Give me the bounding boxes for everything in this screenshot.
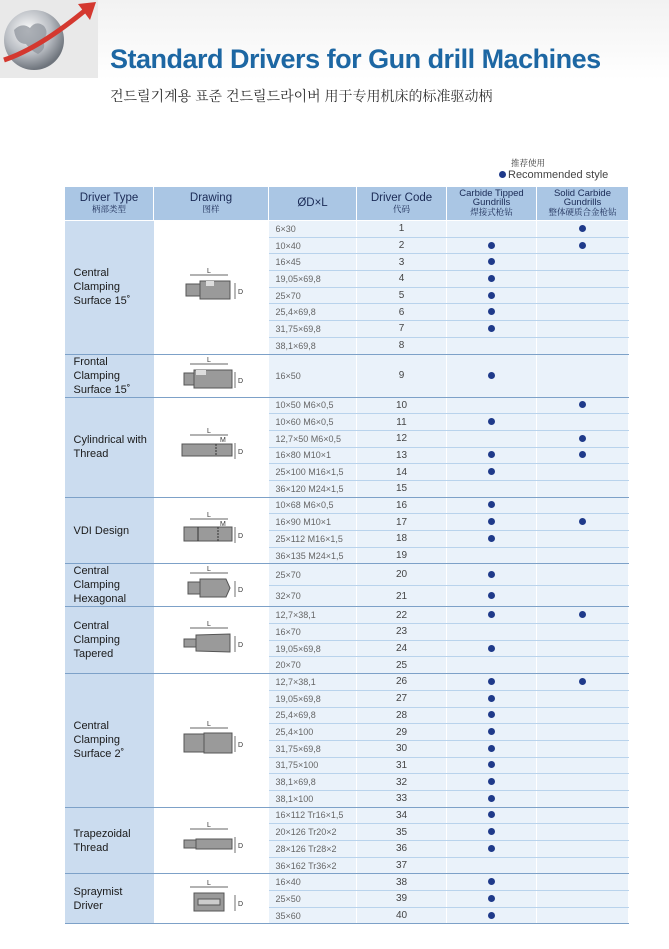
solid-carbide-cell xyxy=(537,874,629,891)
dimension-cell: 16×50 xyxy=(269,354,357,397)
carbide-tipped-cell xyxy=(447,824,537,841)
drawing-trapezoidal-icon xyxy=(154,807,269,874)
solid-carbide-cell xyxy=(537,740,629,757)
svg-text:D: D xyxy=(238,532,244,540)
solid-carbide-cell xyxy=(537,624,629,641)
solid-carbide-cell xyxy=(537,640,629,657)
carbide-tipped-cell xyxy=(447,585,537,607)
carbide-tipped-cell xyxy=(447,707,537,724)
dimension-cell: 25,4×100 xyxy=(269,724,357,741)
dimension-cell: 38,1×69,8 xyxy=(269,774,357,791)
dimension-cell: 12,7×50 M6×0,5 xyxy=(269,430,357,447)
col-dimension: ØD×L xyxy=(269,187,357,221)
globe-arrow-icon xyxy=(0,0,98,78)
driver-type-name: Spraymist Driver xyxy=(65,874,154,924)
driver-code-cell: 11 xyxy=(357,414,447,431)
dimension-cell: 6×30 xyxy=(269,221,357,238)
table-row xyxy=(65,674,629,691)
driver-code-cell: 8 xyxy=(357,337,447,354)
recommended-dot-icon xyxy=(488,258,495,265)
solid-carbide-cell xyxy=(537,657,629,674)
carbide-tipped-cell xyxy=(447,607,537,624)
recommended-dot-icon xyxy=(488,778,495,785)
solid-carbide-cell xyxy=(537,531,629,548)
carbide-tipped-cell xyxy=(447,321,537,338)
driver-code-cell: 40 xyxy=(357,907,447,924)
carbide-tipped-cell xyxy=(447,564,537,586)
solid-carbide-cell xyxy=(537,790,629,807)
svg-text:D: D xyxy=(238,289,244,297)
solid-carbide-cell xyxy=(537,757,629,774)
driver-code-cell: 16 xyxy=(357,497,447,514)
svg-text:D: D xyxy=(238,377,244,385)
solid-carbide-cell xyxy=(537,287,629,304)
recommended-dot-icon xyxy=(488,761,495,768)
carbide-tipped-cell xyxy=(447,857,537,874)
carbide-tipped-cell xyxy=(447,354,537,397)
carbide-tipped-cell xyxy=(447,657,537,674)
dimension-cell: 12,7×38,1 xyxy=(269,674,357,691)
recommended-dot-icon xyxy=(579,611,586,618)
carbide-tipped-cell xyxy=(447,287,537,304)
driver-type-name: Central Clamping Tapered xyxy=(65,607,154,674)
recommended-dot-icon xyxy=(488,895,495,902)
recommended-dot-icon xyxy=(499,171,506,178)
drawing-hexagonal-icon xyxy=(154,564,269,607)
driver-code-cell: 19 xyxy=(357,547,447,564)
recommended-dot-icon xyxy=(488,845,495,852)
driver-code-cell: 24 xyxy=(357,640,447,657)
solid-carbide-cell xyxy=(537,430,629,447)
svg-text:M: M xyxy=(220,520,226,528)
driver-type-name: Cylindrical with Thread xyxy=(65,397,154,497)
recommended-dot-icon xyxy=(488,242,495,249)
dimension-cell: 25×100 M16×1,5 xyxy=(269,464,357,481)
solid-carbide-cell xyxy=(537,237,629,254)
recommended-dot-icon xyxy=(488,571,495,578)
solid-carbide-cell xyxy=(537,464,629,481)
carbide-tipped-cell xyxy=(447,514,537,531)
driver-code-cell: 31 xyxy=(357,757,447,774)
dimension-cell: 31,75×69,8 xyxy=(269,321,357,338)
table-body xyxy=(65,221,629,924)
recommended-dot-icon xyxy=(488,828,495,835)
driver-code-cell: 1 xyxy=(357,221,447,238)
recommended-dot-icon xyxy=(488,372,495,379)
carbide-tipped-cell xyxy=(447,480,537,497)
dimension-cell: 10×68 M6×0,5 xyxy=(269,497,357,514)
dimension-cell: 36×162 Tr36×2 xyxy=(269,857,357,874)
driver-type-name: Central Clamping Hexagonal xyxy=(65,564,154,607)
driver-code-cell: 23 xyxy=(357,624,447,641)
driver-code-cell: 38 xyxy=(357,874,447,891)
recommended-dot-icon xyxy=(579,401,586,408)
solid-carbide-cell xyxy=(537,497,629,514)
dimension-cell: 16×90 M10×1 xyxy=(269,514,357,531)
solid-carbide-cell xyxy=(537,304,629,321)
table-row xyxy=(65,807,629,824)
solid-carbide-cell xyxy=(537,414,629,431)
svg-text:D: D xyxy=(238,742,244,750)
dimension-cell: 35×60 xyxy=(269,907,357,924)
recommended-dot-icon xyxy=(488,451,495,458)
solid-carbide-cell xyxy=(537,891,629,908)
driver-code-cell: 32 xyxy=(357,774,447,791)
driver-code-cell: 35 xyxy=(357,824,447,841)
table-row xyxy=(65,221,629,238)
carbide-tipped-cell xyxy=(447,447,537,464)
carbide-tipped-cell xyxy=(447,624,537,641)
recommended-dot-icon xyxy=(579,451,586,458)
carbide-tipped-cell xyxy=(447,497,537,514)
svg-text:L: L xyxy=(207,356,211,364)
driver-code-cell: 22 xyxy=(357,607,447,624)
dimension-cell: 20×126 Tr20×2 xyxy=(269,824,357,841)
carbide-tipped-cell xyxy=(447,221,537,238)
dimension-cell: 16×112 Tr16×1,5 xyxy=(269,807,357,824)
driver-type-name: Frontal Clamping Surface 15˚ xyxy=(65,354,154,397)
solid-carbide-cell xyxy=(537,674,629,691)
driver-code-cell: 26 xyxy=(357,674,447,691)
header-banner xyxy=(0,0,669,80)
recommended-dot-icon xyxy=(488,592,495,599)
driver-code-cell: 5 xyxy=(357,287,447,304)
dimension-cell: 10×40 xyxy=(269,237,357,254)
solid-carbide-cell xyxy=(537,337,629,354)
carbide-tipped-cell xyxy=(447,724,537,741)
driver-code-cell: 20 xyxy=(357,564,447,586)
svg-text:L: L xyxy=(207,268,211,276)
dimension-cell: 19,05×69,8 xyxy=(269,690,357,707)
driver-type-name: VDI Design xyxy=(65,497,154,564)
driver-code-cell: 2 xyxy=(357,237,447,254)
svg-text:D: D xyxy=(238,449,244,457)
driver-code-cell: 34 xyxy=(357,807,447,824)
solid-carbide-cell xyxy=(537,724,629,741)
recommended-dot-icon xyxy=(488,501,495,508)
recommended-dot-icon xyxy=(579,518,586,525)
drawing-tapered-icon xyxy=(154,607,269,674)
table-row xyxy=(65,874,629,891)
driver-code-cell: 9 xyxy=(357,354,447,397)
recommended-legend xyxy=(499,169,608,181)
driver-code-cell: 18 xyxy=(357,531,447,548)
dimension-cell: 16×45 xyxy=(269,254,357,271)
recommended-dot-icon xyxy=(488,795,495,802)
col-carbide-tipped: Carbide Tipped Gundrills 焊接式枪钻 xyxy=(447,187,537,221)
driver-code-cell: 28 xyxy=(357,707,447,724)
recommended-dot-icon xyxy=(488,518,495,525)
dimension-cell: 31,75×100 xyxy=(269,757,357,774)
drawing-frontal-15-icon xyxy=(154,354,269,397)
driver-code-cell: 12 xyxy=(357,430,447,447)
recommended-dot-icon xyxy=(579,242,586,249)
solid-carbide-cell xyxy=(537,271,629,288)
recommended-dot-icon xyxy=(579,435,586,442)
solid-carbide-cell xyxy=(537,564,629,586)
driver-code-cell: 39 xyxy=(357,891,447,908)
carbide-tipped-cell xyxy=(447,254,537,271)
dimension-cell: 10×50 M6×0,5 xyxy=(269,397,357,414)
solid-carbide-cell xyxy=(537,824,629,841)
recommended-dot-icon xyxy=(488,912,495,919)
carbide-tipped-cell xyxy=(447,237,537,254)
carbide-tipped-cell xyxy=(447,841,537,858)
driver-code-cell: 21 xyxy=(357,585,447,607)
dimension-cell: 25,4×69,8 xyxy=(269,304,357,321)
carbide-tipped-cell xyxy=(447,807,537,824)
recommended-dot-icon xyxy=(488,711,495,718)
carbide-tipped-cell xyxy=(447,430,537,447)
solid-carbide-cell xyxy=(537,607,629,624)
recommended-dot-icon xyxy=(488,745,495,752)
carbide-tipped-cell xyxy=(447,414,537,431)
carbide-tipped-cell xyxy=(447,874,537,891)
recommended-dot-icon xyxy=(488,468,495,475)
solid-carbide-cell xyxy=(537,221,629,238)
dimension-cell: 32×70 xyxy=(269,585,357,607)
table-header-row xyxy=(65,187,629,221)
table-row xyxy=(65,354,629,397)
drivers-table xyxy=(64,186,629,924)
driver-code-cell: 7 xyxy=(357,321,447,338)
recommended-dot-icon xyxy=(488,535,495,542)
svg-text:L: L xyxy=(207,566,211,574)
dimension-cell: 25×50 xyxy=(269,891,357,908)
recommended-dot-icon xyxy=(488,611,495,618)
driver-code-cell: 36 xyxy=(357,841,447,858)
solid-carbide-cell xyxy=(537,254,629,271)
solid-carbide-cell xyxy=(537,707,629,724)
col-drawing: Drawing 图样 xyxy=(154,187,269,221)
col-solid-carbide: Solid Carbide Gundrills 整体硬质合金枪钻 xyxy=(537,187,629,221)
carbide-tipped-cell xyxy=(447,690,537,707)
recommended-dot-icon xyxy=(488,878,495,885)
carbide-tipped-cell xyxy=(447,547,537,564)
recommended-dot-icon xyxy=(488,811,495,818)
recommended-label-en: Recommended style xyxy=(508,169,609,181)
solid-carbide-cell xyxy=(537,585,629,607)
driver-code-cell: 29 xyxy=(357,724,447,741)
dimension-cell: 10×60 M6×0,5 xyxy=(269,414,357,431)
recommended-dot-icon xyxy=(488,275,495,282)
svg-text:D: D xyxy=(238,842,244,850)
dimension-cell: 25,4×69,8 xyxy=(269,707,357,724)
svg-text:M: M xyxy=(220,437,226,445)
col-driver-code: Driver Code 代码 xyxy=(357,187,447,221)
solid-carbide-cell xyxy=(537,907,629,924)
dimension-cell: 16×40 xyxy=(269,874,357,891)
solid-carbide-cell xyxy=(537,447,629,464)
carbide-tipped-cell xyxy=(447,891,537,908)
drawing-vdi-icon xyxy=(154,497,269,564)
drawing-central-15-icon xyxy=(154,221,269,355)
col-driver-type: Driver Type 柄部类型 xyxy=(65,187,154,221)
solid-carbide-cell xyxy=(537,397,629,414)
driver-code-cell: 3 xyxy=(357,254,447,271)
driver-code-cell: 14 xyxy=(357,464,447,481)
dimension-cell: 38,1×69,8 xyxy=(269,337,357,354)
recommended-dot-icon xyxy=(488,418,495,425)
svg-text:L: L xyxy=(207,428,211,436)
svg-text:D: D xyxy=(238,900,244,908)
page-title: Standard Drivers for Gun drill Machines xyxy=(110,44,601,74)
recommended-dot-icon xyxy=(488,292,495,299)
carbide-tipped-cell xyxy=(447,790,537,807)
svg-text:L: L xyxy=(207,721,211,729)
dimension-cell: 20×70 xyxy=(269,657,357,674)
driver-code-cell: 17 xyxy=(357,514,447,531)
solid-carbide-cell xyxy=(537,774,629,791)
svg-text:D: D xyxy=(238,642,244,650)
carbide-tipped-cell xyxy=(447,531,537,548)
carbide-tipped-cell xyxy=(447,757,537,774)
driver-code-cell: 10 xyxy=(357,397,447,414)
recommended-dot-icon xyxy=(488,728,495,735)
recommended-dot-icon xyxy=(488,678,495,685)
carbide-tipped-cell xyxy=(447,397,537,414)
dimension-cell: 25×70 xyxy=(269,564,357,586)
solid-carbide-cell xyxy=(537,354,629,397)
carbide-tipped-cell xyxy=(447,464,537,481)
solid-carbide-cell xyxy=(537,480,629,497)
driver-code-cell: 6 xyxy=(357,304,447,321)
table-row xyxy=(65,397,629,414)
driver-type-name: Central Clamping Surface 2˚ xyxy=(65,674,154,808)
dimension-cell: 31,75×69,8 xyxy=(269,740,357,757)
drawing-central-2-icon xyxy=(154,674,269,808)
driver-type-name: Central Clamping Surface 15˚ xyxy=(65,221,154,355)
svg-text:L: L xyxy=(207,879,211,887)
dimension-cell: 16×70 xyxy=(269,624,357,641)
carbide-tipped-cell xyxy=(447,674,537,691)
dimension-cell: 36×135 M24×1,5 xyxy=(269,547,357,564)
recommended-dot-icon xyxy=(579,678,586,685)
dimension-cell: 28×126 Tr28×2 xyxy=(269,841,357,858)
carbide-tipped-cell xyxy=(447,740,537,757)
recommended-dot-icon xyxy=(488,308,495,315)
dimension-cell: 16×80 M10×1 xyxy=(269,447,357,464)
driver-code-cell: 33 xyxy=(357,790,447,807)
solid-carbide-cell xyxy=(537,841,629,858)
dimension-cell: 19,05×69,8 xyxy=(269,271,357,288)
driver-code-cell: 13 xyxy=(357,447,447,464)
driver-type-name: Trapezoidal Thread xyxy=(65,807,154,874)
solid-carbide-cell xyxy=(537,807,629,824)
solid-carbide-cell xyxy=(537,857,629,874)
driver-code-cell: 25 xyxy=(357,657,447,674)
carbide-tipped-cell xyxy=(447,304,537,321)
dimension-cell: 12,7×38,1 xyxy=(269,607,357,624)
drawing-spraymist-icon xyxy=(154,874,269,924)
carbide-tipped-cell xyxy=(447,774,537,791)
solid-carbide-cell xyxy=(537,514,629,531)
carbide-tipped-cell xyxy=(447,337,537,354)
driver-code-cell: 15 xyxy=(357,480,447,497)
svg-text:L: L xyxy=(207,511,211,519)
recommended-dot-icon xyxy=(579,225,586,232)
driver-code-cell: 4 xyxy=(357,271,447,288)
dimension-cell: 25×70 xyxy=(269,287,357,304)
solid-carbide-cell xyxy=(537,321,629,338)
svg-text:D: D xyxy=(238,587,244,595)
driver-code-cell: 27 xyxy=(357,690,447,707)
carbide-tipped-cell xyxy=(447,907,537,924)
dimension-cell: 36×120 M24×1,5 xyxy=(269,480,357,497)
dimension-cell: 19,05×69,8 xyxy=(269,640,357,657)
recommended-dot-icon xyxy=(488,325,495,332)
recommended-dot-icon xyxy=(488,645,495,652)
table-row xyxy=(65,497,629,514)
recommended-dot-icon xyxy=(488,695,495,702)
table-row xyxy=(65,564,629,586)
driver-code-cell: 30 xyxy=(357,740,447,757)
solid-carbide-cell xyxy=(537,690,629,707)
svg-text:L: L xyxy=(207,621,211,629)
dimension-cell: 38,1×100 xyxy=(269,790,357,807)
dimension-cell: 25×112 M16×1,5 xyxy=(269,531,357,548)
drawing-cylindrical-thread-icon xyxy=(154,397,269,497)
recommended-label-cn: 推荐使用 xyxy=(511,158,546,168)
page-subtitle: 건드릴기계용 표준 건드릴드라이버 用于专用机床的标准驱动柄 xyxy=(110,88,493,104)
driver-code-cell: 37 xyxy=(357,857,447,874)
solid-carbide-cell xyxy=(537,547,629,564)
carbide-tipped-cell xyxy=(447,271,537,288)
carbide-tipped-cell xyxy=(447,640,537,657)
table-row xyxy=(65,607,629,624)
svg-text:L: L xyxy=(207,821,211,829)
